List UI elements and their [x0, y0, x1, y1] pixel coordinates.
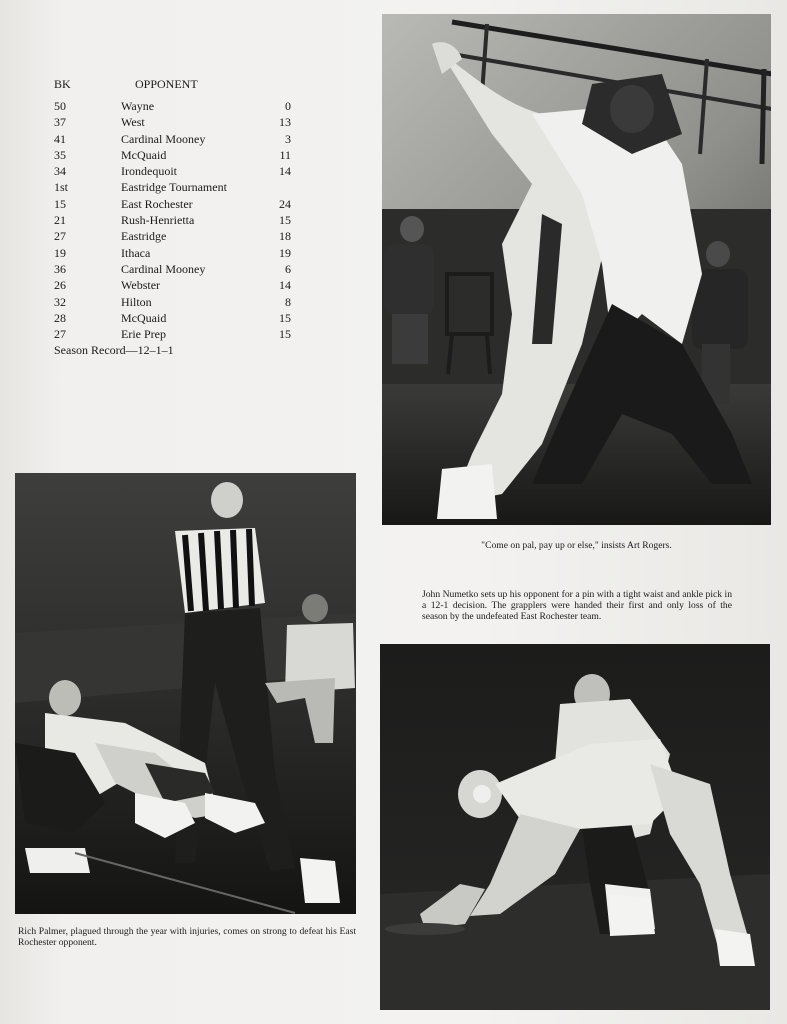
score-opponent: 19	[279, 245, 291, 260]
opponent-name: Hilton	[121, 294, 152, 309]
opponent-name: East Rochester	[121, 196, 193, 211]
table-header	[54, 76, 299, 92]
score-opponent: 11	[279, 147, 291, 162]
wrestling-photo-art-rogers	[382, 14, 771, 525]
wrestling-photo-rich-palmer	[15, 473, 356, 914]
opponent-name: Eastridge	[121, 229, 167, 244]
table-row	[54, 294, 299, 310]
table-row	[54, 131, 299, 147]
opponent-name: Webster	[121, 278, 161, 293]
opponent-name: Cardinal Mooney	[121, 131, 206, 146]
score-opponent: 0	[285, 99, 291, 113]
column-header-bk: BK	[54, 77, 71, 91]
score-opponent: 6	[285, 261, 291, 276]
score-bk: 21	[54, 213, 66, 228]
opponent-name: Eastridge Tournament	[121, 180, 227, 195]
opponent-name: Erie Prep	[121, 327, 166, 342]
score-bk: 32	[54, 294, 66, 309]
score-bk: 1st	[54, 180, 69, 195]
table-row	[54, 245, 299, 261]
score-opponent: 13	[279, 115, 291, 130]
score-opponent: 18	[279, 229, 291, 244]
score-opponent: 14	[279, 164, 291, 179]
table-row	[54, 326, 299, 342]
caption-rich-palmer: Rich Palmer, plagued through the year with injuries, comes on strong to defeat his East Rochester opponent.	[18, 926, 356, 948]
season-results-table	[54, 76, 299, 358]
table-row	[54, 98, 299, 114]
opponent-name: Wayne	[121, 99, 155, 113]
score-bk: 36	[54, 261, 66, 276]
score-bk: 35	[54, 147, 66, 162]
column-header-opponent: OPPONENT	[135, 77, 198, 91]
table-row	[54, 179, 299, 195]
score-bk: 28	[54, 310, 66, 325]
score-opponent: 8	[285, 294, 291, 309]
caption-art-rogers: "Come on pal, pay up or else," insists Art Rogers.	[481, 540, 672, 551]
score-opponent: 24	[279, 196, 291, 211]
opponent-name: Irondequoit	[121, 164, 177, 179]
photo-rich-palmer-image	[15, 473, 356, 914]
table-body	[54, 98, 299, 342]
opponent-name: McQuaid	[121, 147, 167, 162]
table-row	[54, 261, 299, 277]
table-row	[54, 114, 299, 130]
opponent-name: Cardinal Mooney	[121, 261, 206, 276]
score-bk: 37	[54, 115, 66, 130]
score-bk: 34	[54, 164, 66, 179]
caption-john-numetko: John Numetko sets up his opponent for a pin with a tight waist and ankle pick in a 12-1 decision. The grapplers were handed their first and only loss of the season by the undefeated East Rochester team.	[422, 589, 732, 622]
score-opponent: 15	[279, 213, 291, 228]
opponent-name: West	[121, 115, 145, 130]
table-row	[54, 310, 299, 326]
score-bk: 26	[54, 278, 66, 293]
opponent-name: McQuaid	[121, 310, 167, 325]
table-row	[54, 196, 299, 212]
table-row	[54, 147, 299, 163]
score-opponent: 14	[279, 278, 291, 293]
score-bk: 27	[54, 229, 66, 244]
score-bk: 50	[54, 99, 66, 113]
table-row	[54, 212, 299, 228]
opponent-name: Ithaca	[121, 245, 151, 260]
table-row	[54, 228, 299, 244]
score-opponent: 3	[285, 131, 291, 146]
table-row	[54, 277, 299, 293]
score-bk: 27	[54, 327, 66, 342]
score-opponent: 15	[279, 310, 291, 325]
season-record: Season Record—12–1–1	[54, 343, 174, 358]
wrestling-photo-john-numetko	[380, 644, 770, 1010]
score-bk: 41	[54, 131, 66, 146]
score-bk: 19	[54, 245, 66, 260]
photo-art-rogers-image	[382, 14, 771, 525]
table-row	[54, 163, 299, 179]
photo-john-numetko-image	[380, 644, 770, 1010]
opponent-name: Rush-Henrietta	[121, 213, 195, 228]
score-opponent: 15	[279, 327, 291, 342]
score-bk: 15	[54, 196, 66, 211]
